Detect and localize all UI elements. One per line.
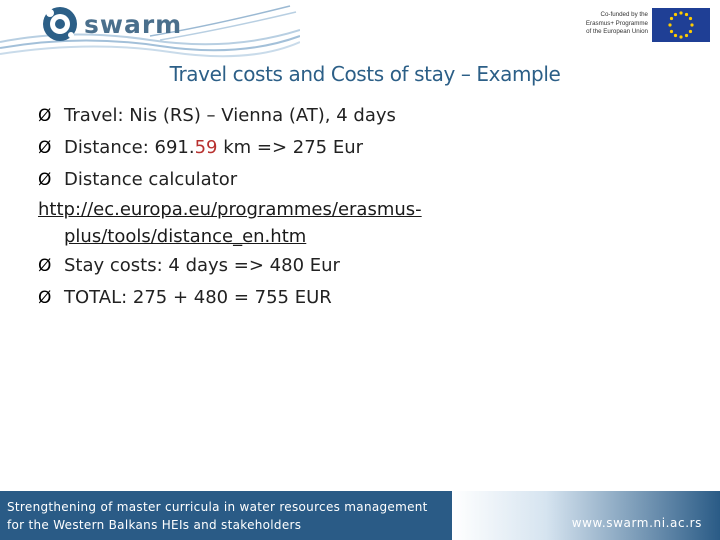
swarm-logo <box>0 0 300 60</box>
eu-funding-badge <box>566 8 714 42</box>
eu-flag-icon <box>652 8 710 42</box>
footer-line-2: for the Western Balkans HEIs and stakeholders <box>7 518 302 532</box>
arrow-bullet-icon: Ø <box>38 106 52 126</box>
link-line-2[interactable]: plus/tools/distance_en.htm <box>64 226 307 247</box>
eu-funding-text <box>566 11 648 37</box>
bullet-text: Stay costs: 4 days => 480 Eur <box>64 255 340 276</box>
link-line-1[interactable]: http://ec.europa.eu/programmes/erasmus- <box>38 199 422 220</box>
eu-line-1: Co-funded by the <box>600 11 648 18</box>
arrow-bullet-icon: Ø <box>38 138 52 158</box>
logo-text: swarm <box>84 10 183 39</box>
slide-title: Travel costs and Costs of stay – Example <box>169 62 561 86</box>
eu-line-3: of the European Union <box>586 28 648 35</box>
slide-content <box>38 100 598 314</box>
footer-line-1: Strengthening of master curricula in water resources management <box>7 500 428 514</box>
footer-gradient <box>452 491 720 540</box>
bullet-highlight: 59 <box>194 137 218 158</box>
bullet-text: TOTAL: 275 + 480 = 755 EUR <box>64 287 332 308</box>
bullet-travel <box>38 100 598 132</box>
bullet-total <box>38 282 598 314</box>
bullet-text: km => 275 Eur <box>217 137 364 158</box>
distance-calculator-link[interactable] <box>38 196 598 250</box>
bullet-text: Distance: 691. <box>64 137 195 158</box>
footer-project-text <box>0 491 452 540</box>
arrow-bullet-icon: Ø <box>38 170 52 190</box>
footer-url[interactable]: www.swarm.ni.ac.rs <box>571 516 702 530</box>
bullet-distance <box>38 132 598 164</box>
slide-footer <box>0 491 720 540</box>
bullet-text: Distance calculator <box>64 169 238 190</box>
bullet-text: Travel: Nis (RS) – Vienna (AT), 4 days <box>64 105 396 126</box>
eu-line-2: Erasmus+ Programme <box>585 19 648 27</box>
slide-header <box>0 0 720 60</box>
bullet-stay <box>38 250 598 282</box>
arrow-bullet-icon: Ø <box>38 288 52 308</box>
bullet-calculator <box>38 164 598 196</box>
arrow-bullet-icon: Ø <box>38 256 52 276</box>
